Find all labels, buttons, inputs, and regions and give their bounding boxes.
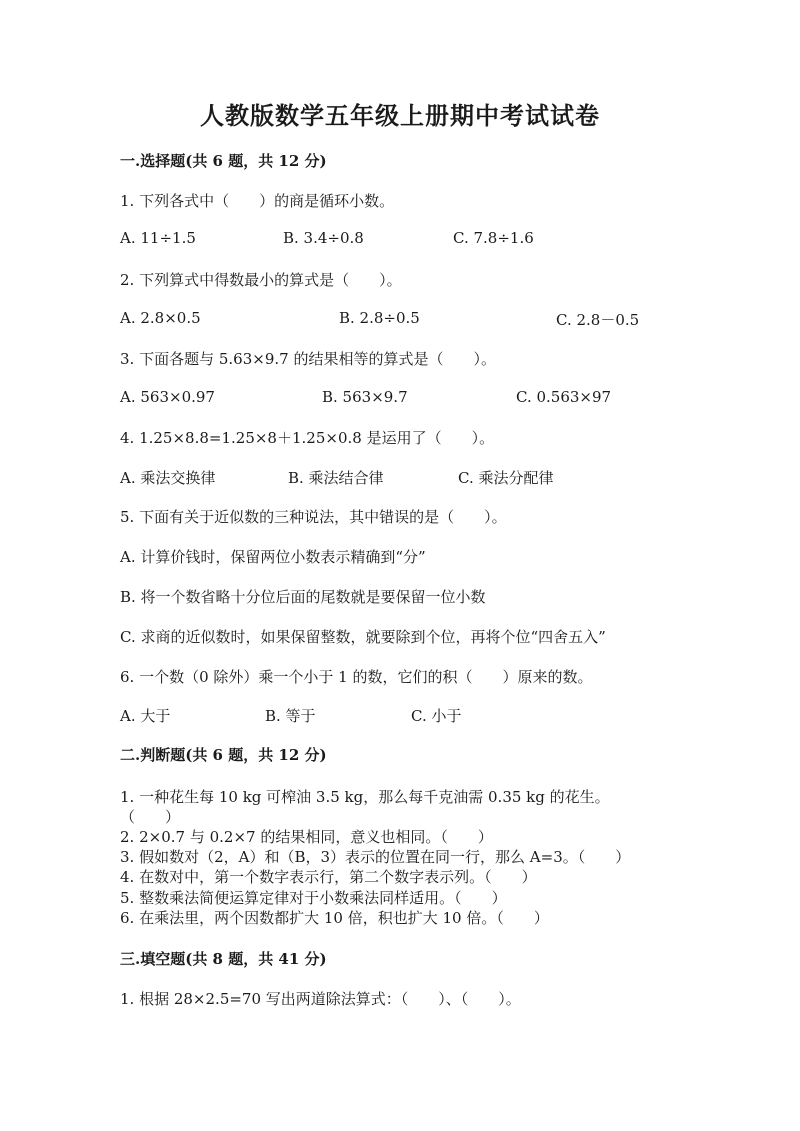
page-title: 人教版数学五年级上册期中考试试卷	[200, 101, 600, 130]
section-heading-judgement: 二.判断题(共 6 题，共 12 分)	[120, 746, 327, 764]
question-text: 1. 下列各式中（ ）的商是循环小数。	[120, 192, 395, 210]
option-c: C. 2.8－0.5	[556, 311, 640, 329]
question-text: 4. 在数对中，第一个数字表示行，第二个数字表示列。（ ）	[120, 868, 537, 886]
question-text: 3. 下面各题与 5.63×9.7 的结果相等的算式是（ ）。	[120, 350, 496, 368]
option-c: C. 求商的近似数时，如果保留整数，就要除到个位，再将个位“四舍五入”	[120, 628, 606, 646]
question-text: 2. 下列算式中得数最小的算式是（ ）。	[120, 271, 402, 289]
option-a: A. 乘法交换律	[120, 469, 216, 487]
option-a: A. 2.8×0.5	[120, 309, 201, 327]
answer-brackets: （ ）	[120, 808, 181, 826]
question-text: 6. 一个数（0 除外）乘一个小于 1 的数，它们的积（ ）原来的数。	[120, 668, 593, 686]
option-b: B. 2.8÷0.5	[339, 309, 420, 327]
question-text: 1. 一种花生每 10 kg 可榨油 3.5 kg，那么每千克油需 0.35 kg 的花生。	[120, 788, 610, 806]
section-heading-choice: 一.选择题(共 6 题，共 12 分)	[120, 152, 327, 170]
option-b: B. 乘法结合律	[288, 469, 384, 487]
option-c: C. 小于	[411, 707, 462, 725]
question-text: 3. 假如数对（2，A）和（B，3）表示的位置在同一行，那么 A=3。（ ）	[120, 848, 631, 866]
option-c: C. 7.8÷1.6	[453, 229, 534, 247]
question-text: 2. 2×0.7 与 0.2×7 的结果相同，意义也相同。（ ）	[120, 828, 493, 846]
option-a: A. 大于	[120, 707, 171, 725]
option-c: C. 乘法分配律	[458, 469, 554, 487]
option-b: B. 等于	[265, 707, 316, 725]
option-b: B. 将一个数省略十分位后面的尾数就是要保留一位小数	[120, 588, 486, 606]
option-c: C. 0.563×97	[516, 388, 612, 406]
option-b: B. 3.4÷0.8	[283, 229, 364, 247]
option-a: A. 计算价钱时，保留两位小数表示精确到“分”	[120, 548, 426, 566]
question-text: 1. 根据 28×2.5=70 写出两道除法算式：（ ）、（ ）。	[120, 990, 521, 1008]
option-a: A. 11÷1.5	[120, 229, 196, 247]
option-a: A. 563×0.97	[120, 388, 215, 406]
question-text: 5. 整数乘法简便运算定律对于小数乘法同样适用。（ ）	[120, 889, 507, 907]
question-text: 5. 下面有关于近似数的三种说法，其中错误的是（ ）。	[120, 508, 507, 526]
option-b: B. 563×9.7	[322, 388, 408, 406]
question-text: 6. 在乘法里，两个因数都扩大 10 倍，积也扩大 10 倍。（ ）	[120, 909, 549, 927]
question-text: 4. 1.25×8.8=1.25×8＋1.25×0.8 是运用了（ ）。	[120, 429, 495, 447]
section-heading-fill-blank: 三.填空题(共 8 题，共 41 分)	[120, 950, 327, 968]
